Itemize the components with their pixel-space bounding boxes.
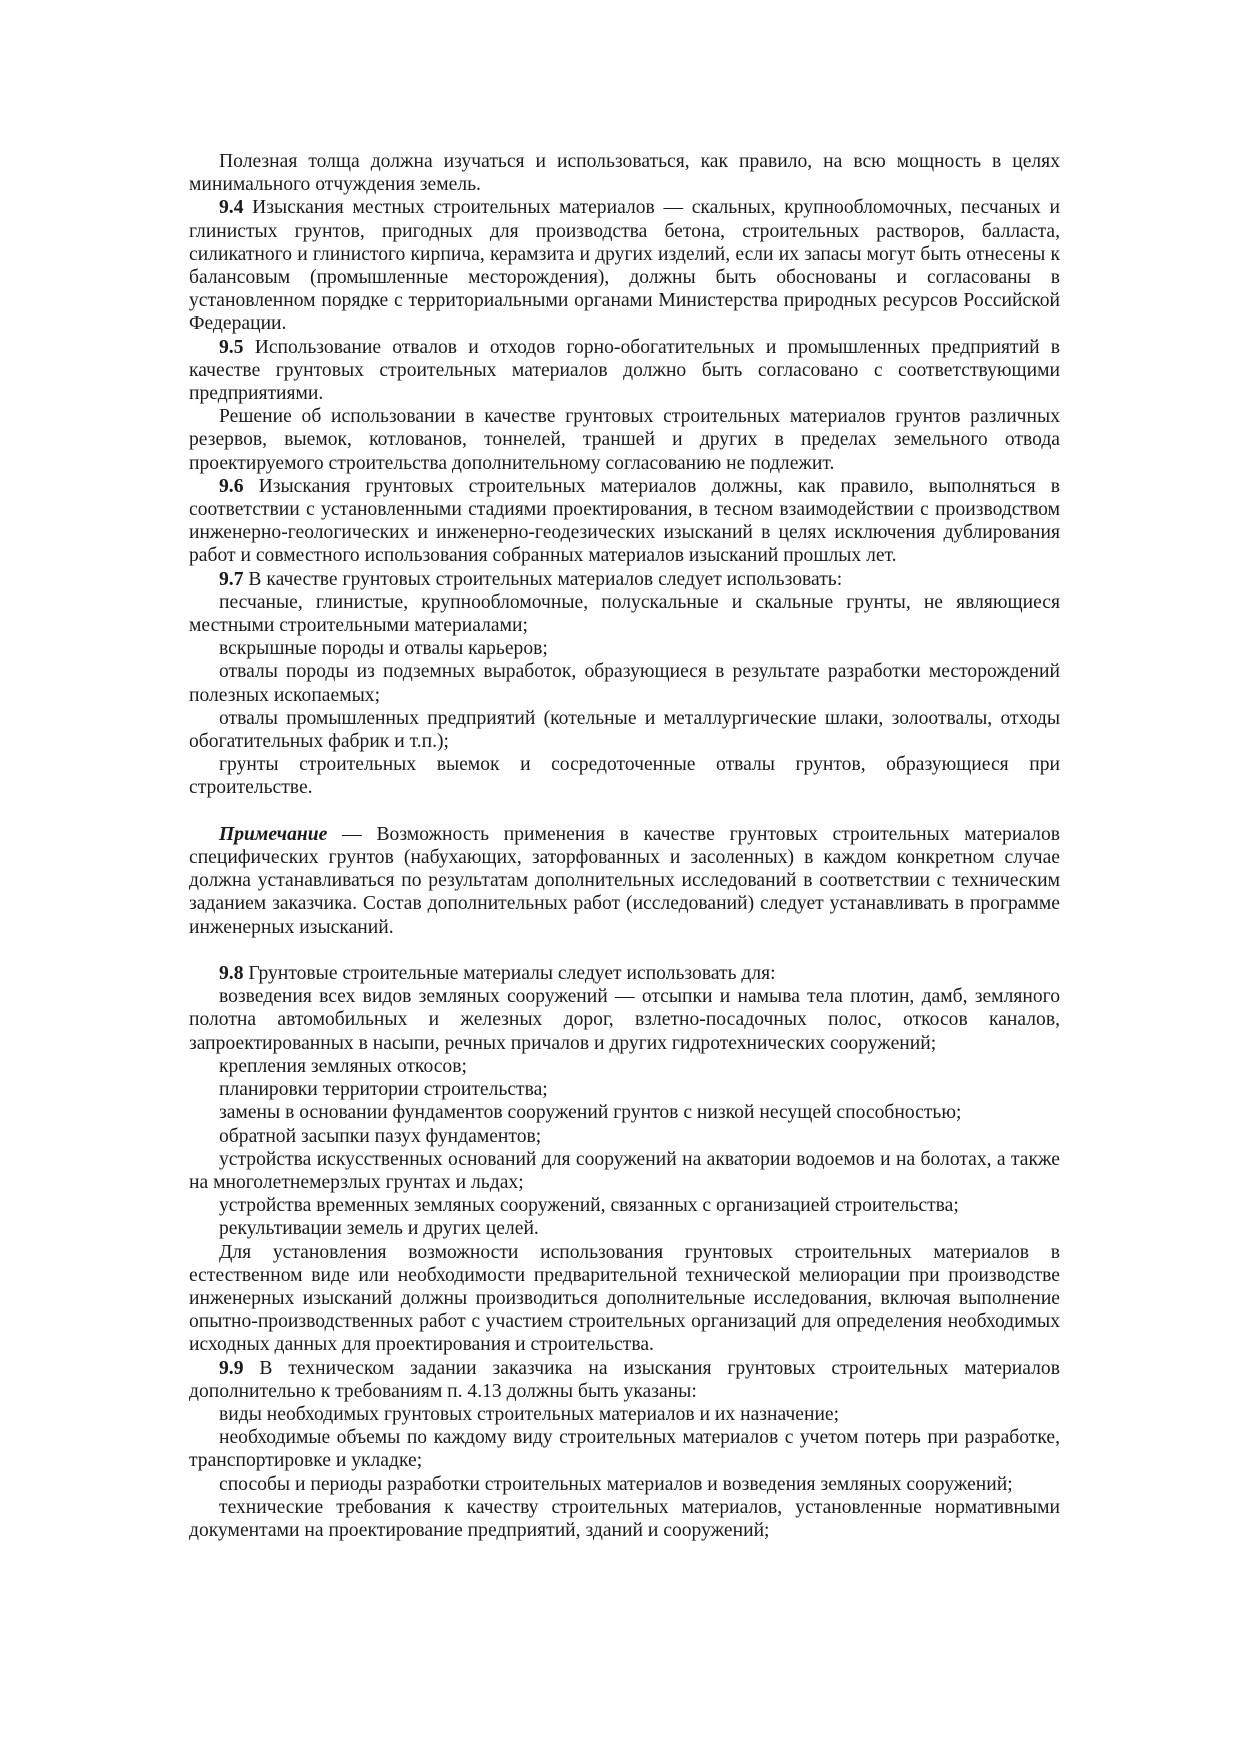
section-block-1 xyxy=(189,150,1060,800)
list-item xyxy=(189,637,1060,660)
list-item xyxy=(189,985,1060,1055)
paragraph xyxy=(189,196,1060,335)
clause-number: 9.6 xyxy=(219,475,244,497)
list-item-text: песчаные, глинистые, крупнообломочные, полускальные и скальные грунты, не являющиеся местными строительными материалами; xyxy=(189,591,1060,637)
list-item xyxy=(189,1055,1060,1078)
spacer xyxy=(189,939,1060,962)
list-item-text: планировки территории строительства; xyxy=(219,1079,548,1101)
clause-number: 9.7 xyxy=(219,568,244,590)
section-block-2 xyxy=(189,962,1060,1542)
clause-number: 9.5 xyxy=(219,336,244,358)
paragraph-text: Изыскания местных строительных материалов — скальных, крупнообломочных, песчаных и глинистых грунтов, пригодных для производства бетона, строительных растворов, балласта, силикатного и глинистого кирпича, керамзита и других изделий, если их запасы могут быть отнесены к балансовым (промышленные месторождения), должны быть обоснованы и согласованы в установленном порядке с территориальными органами Министерства природных ресурсов Российской Федерации. xyxy=(189,197,1060,335)
paragraph-text: Изыскания грунтовых строительных материалов должны, как правило, выполняться в соответствии с установленными стадиями проектирования, в тесном взаимодействии с производством инженерно-геологических и инженерно-геодезических изысканий в целях исключения дублирования работ и совместного использования собранных материалов изысканий прошлых лет. xyxy=(189,475,1060,567)
list-item xyxy=(189,660,1060,706)
paragraph-text: Решение об использовании в качестве грунтовых строительных материалов грунтов различных резервов, выемок, котлованов, тоннелей, траншей и других в пределах земельного отвода проектируемого строительства дополнительному согласованию не подлежит. xyxy=(189,406,1060,474)
list-item xyxy=(189,1078,1060,1101)
list-item xyxy=(189,1217,1060,1240)
list-item-text: технические требования к качеству строительных материалов, установленные нормативными документами на проектирование предприятий, зданий и сооружений; xyxy=(189,1496,1060,1541)
list-item xyxy=(189,1426,1060,1472)
paragraph xyxy=(189,336,1060,406)
paragraph xyxy=(189,150,1060,196)
document-page xyxy=(189,150,1060,1542)
list-item-text: отвалы промышленных предприятий (котельные и металлургические шлаки, золоотвалы, отходы обогатительных фабрик и т.п.); xyxy=(189,707,1060,753)
paragraph-text: Грунтовые строительные материалы следует использовать для: xyxy=(243,963,776,985)
clause-number: 9.9 xyxy=(219,1357,244,1379)
paragraph-text: Для установления возможности использования грунтовых строительных материалов в естественном виде или необходимости предварительной технической мелиорации при производстве инженерных изысканий должны производиться дополнительные исследования, включая выполнение опытно-производственных работ с участием строительных организаций для определения необходимых исходных данных для проектирования и строительства. xyxy=(189,1241,1060,1356)
paragraph-text: В техническом задании заказчика на изыскания грунтовых строительных материалов дополнительно к требованиям п. 4.13 должны быть указаны: xyxy=(189,1357,1060,1402)
list-item xyxy=(189,707,1060,753)
paragraph xyxy=(189,1241,1060,1357)
list-item-text: устройства искусственных оснований для сооружений на акватории водоемов и на болотах, а также на многолетнемерзлых грунтах и льдах; xyxy=(189,1148,1060,1193)
paragraph xyxy=(189,1357,1060,1403)
paragraph xyxy=(189,475,1060,568)
list-item xyxy=(189,1194,1060,1217)
list-item xyxy=(189,1148,1060,1194)
list-item xyxy=(189,753,1060,799)
spacer xyxy=(189,800,1060,823)
list-item xyxy=(189,1473,1060,1496)
note-label: Примечание xyxy=(219,823,328,845)
list-item-text: виды необходимых грунтовых строительных материалов и их назначение; xyxy=(219,1403,840,1425)
list-item xyxy=(189,1101,1060,1124)
list-item-text: устройства временных земляных сооружений, связанных с организацией строительства; xyxy=(219,1195,959,1217)
paragraph-text: Использование отвалов и отходов горно-обогатительных и промышленных предприятий в качестве грунтовых строительных материалов должно быть согласовано с соответствующими предприятиями. xyxy=(189,336,1060,405)
list-item-text: замены в основании фундаментов сооружений грунтов с низкой несущей способностью; xyxy=(219,1102,962,1124)
clause-number: 9.8 xyxy=(219,963,244,985)
list-item-text: грунты строительных выемок и сосредоточенные отвалы грунтов, образующиеся при строительстве. xyxy=(189,754,1060,799)
paragraph-text: Полезная толща должна изучаться и использоваться, как правило, на всю мощность в целях минимального отчуждения земель. xyxy=(189,151,1060,196)
paragraph xyxy=(189,962,1060,985)
list-item xyxy=(189,1496,1060,1542)
list-item xyxy=(189,1403,1060,1426)
paragraph-text: В качестве грунтовых строительных материалов следует использовать: xyxy=(243,568,843,590)
clause-number: 9.4 xyxy=(219,197,244,219)
note-paragraph xyxy=(189,823,1060,939)
paragraph xyxy=(189,568,1060,591)
list-item-text: необходимые объемы по каждому виду строительных материалов с учетом потерь при разработке, транспортировке и укладке; xyxy=(189,1427,1060,1472)
list-item-text: обратной засыпки пазух фундаментов; xyxy=(219,1125,542,1147)
paragraph xyxy=(189,405,1060,475)
list-item-text: возведения всех видов земляных сооружений — отсыпки и намыва тела плотин, дамб, земляного полотна автомобильных и железных дорог, взлетно-посадочных полос, откосов каналов, запроектированных в насыпи, речных причалов и других гидротехнических сооружений; xyxy=(189,986,1060,1054)
list-item-text: отвалы породы из подземных выработок, образующиеся в результате разработки месторождений полезных ископаемых; xyxy=(189,661,1060,706)
list-item-text: способы и периоды разработки строительных материалов и возведения земляных сооружений; xyxy=(219,1473,1013,1495)
list-item xyxy=(189,1125,1060,1148)
list-item-text: рекультивации земель и других целей. xyxy=(219,1218,539,1240)
note-text: — Возможность применения в качестве грунтовых строительных материалов специфических грунтов (набухающих, заторфованных и засоленных) в каждом конкретном случае должна устанавливаться по результатам дополнительных исследований в соответствии с техническим заданием заказчика. Состав дополнительных работ (исследований) следует устанавливать в программе инженерных изысканий. xyxy=(189,823,1060,938)
list-item xyxy=(189,591,1060,637)
list-item-text: вскрышные породы и отвалы карьеров; xyxy=(219,638,548,660)
list-item-text: крепления земляных откосов; xyxy=(219,1055,467,1077)
